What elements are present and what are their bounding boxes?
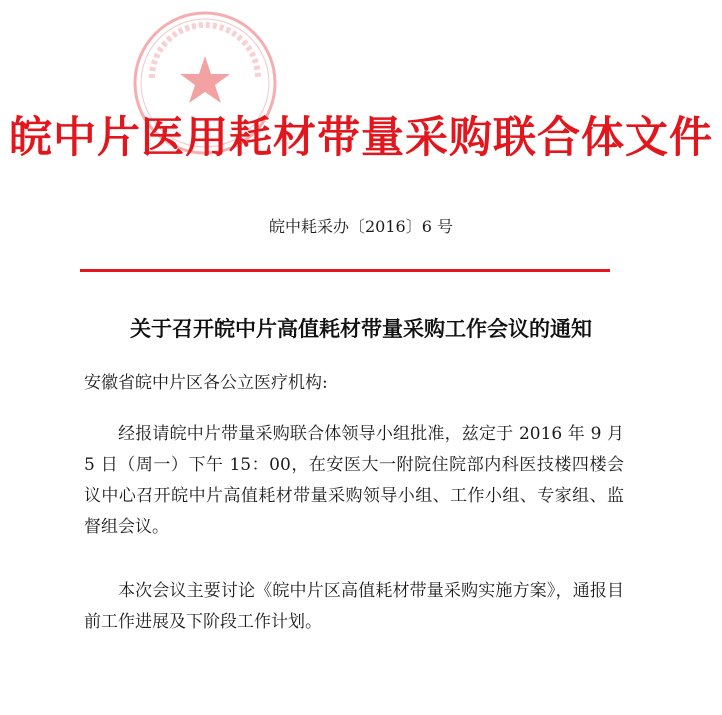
notice-title: 关于召开皖中片高值耗材带量采购工作会议的通知 bbox=[130, 316, 592, 341]
document-header-title: 皖中片医用耗材带量采购联合体文件 bbox=[9, 113, 713, 163]
body-paragraph: 本次会议主要讨论《皖中片区高值耗材带量采购实施方案》，通报目前工作进展及下阶段工作计划。 bbox=[84, 581, 624, 632]
red-divider-line bbox=[80, 269, 610, 272]
seal-star-icon bbox=[180, 56, 230, 103]
body-paragraph: 经报请皖中片带量采购联合体领导小组批准，兹定于 2016 年 9 月 5 日（周一）下午 15：00，在安医大一附院住院部内科医技楼四楼会议中心召开皖中片高值耗材带量采购领导小组、工作小组、专家组、监督组会议。 bbox=[84, 424, 624, 537]
addressee-line: 安徽省皖中片区各公立医疗机构: bbox=[84, 373, 328, 393]
document-number: 皖中耗采办〔2016〕6 号 bbox=[269, 217, 453, 236]
